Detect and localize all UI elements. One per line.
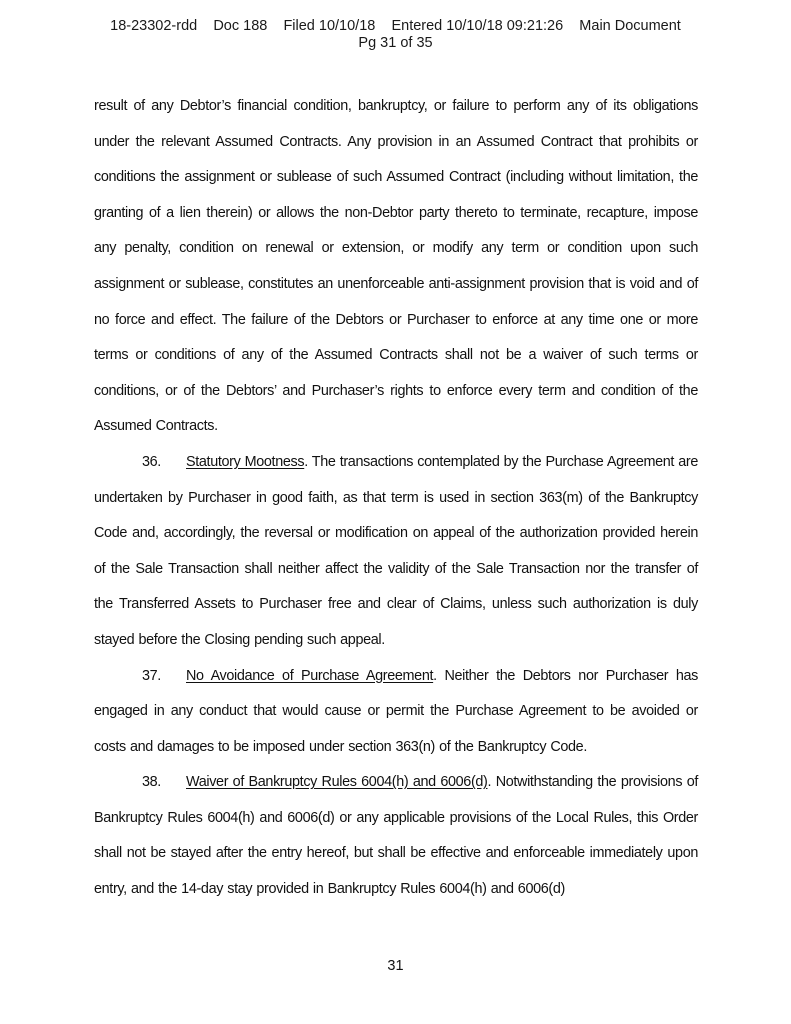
paragraph-36: [94, 445, 698, 659]
paragraph-number: 36.: [142, 453, 161, 470]
paragraph-37: [94, 659, 698, 766]
paragraph-number: 37.: [142, 667, 161, 684]
paragraph-heading: Waiver of Bankruptcy Rules 6004(h) and 6006(d): [186, 774, 488, 791]
page-header: [0, 18, 791, 52]
page-number: 31: [387, 958, 404, 974]
case-filing-info: 18-23302-rdd Doc 188 Filed 10/10/18 Entered 10/10/18 09:21:26 Main Document: [110, 18, 681, 34]
paragraph-text: . Notwithstanding the provisions of Bankruptcy Rules 6004(h) and 6006(d) or any applicable provisions of the Local Rules, this Order shall not be stayed after the entry hereof, but shall be effective and enforceable immediately upon entry, and the 14-day stay provided in Bankruptcy Rules 6004(h) and 6006(d): [94, 774, 699, 898]
paragraph-heading: No Avoidance of Purchase Agreement: [186, 667, 434, 684]
paragraph-text: . Neither the Debtors nor Purchaser has engaged in any conduct that would cause or permit the Purchase Agreement to be avoided or costs and damages to be imposed under section 363(n) of the Bankruptcy Code.: [94, 667, 698, 755]
paragraph-38: [94, 765, 698, 907]
paragraph-number: 38.: [142, 774, 161, 791]
document-body: [94, 89, 698, 908]
continuation-paragraph: result of any Debtor’s financial condition, bankruptcy, or failure to perform any of its obligations under the relevant Assumed Contracts. Any provision in an Assumed Contract that prohibits or conditions the assignment or sublease of such Assumed Contract (including without limitation, the granting of a lien therein) or allows the non-Debtor party thereto to terminate, recapture, impose any penalty, condition on renewal or extension, or modify any term or condition upon such assignment or sublease, constitutes an unenforceable anti-assignment provision that is void and of no force and effect. The failure of the Debtors or Purchaser to enforce at any time one or more terms or conditions of any of the Assumed Contracts shall not be a waiver of such terms or conditions, or of the Debtors’ and Purchaser’s rights to enforce every term and condition of the Assumed Contracts.: [94, 98, 698, 435]
paragraph-heading: Statutory Mootness: [186, 453, 305, 470]
page-count: Pg 31 of 35: [358, 35, 433, 51]
paragraph-text: . The transactions contemplated by the Purchase Agreement are undertaken by Purchaser in good faith, as that term is used in section 363(m) of the Bankruptcy Code and, accordingly, the reversal or modification on appeal of the authorization provided herein of the Sale Transaction shall neither affect the validity of the Sale Transaction nor the transfer of the Transferred Assets to Purchaser free and clear of Claims, unless such authorization is duly stayed before the Closing pending such appeal.: [94, 453, 698, 648]
